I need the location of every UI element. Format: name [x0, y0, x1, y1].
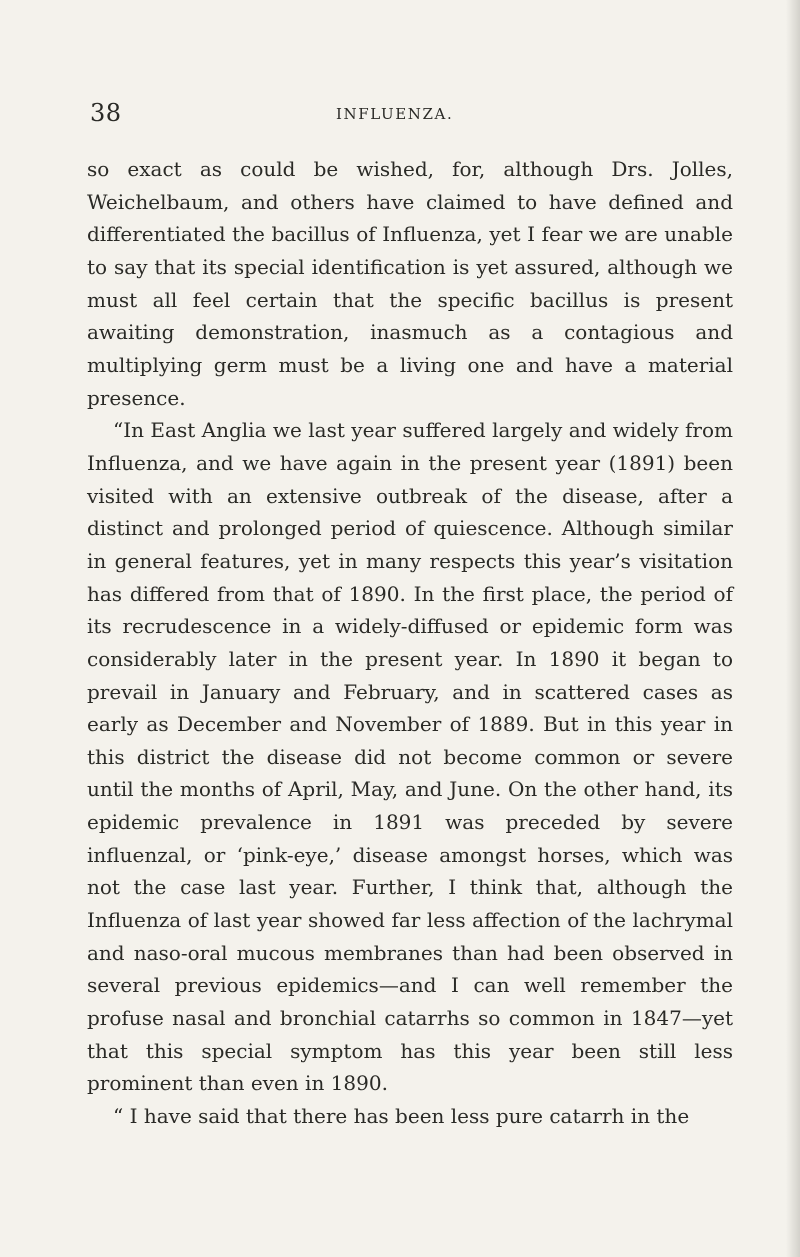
body-text — [87, 153, 733, 1133]
paragraph-continuation: so exact as could be wished, for, although Drs. Jolles, Weichelbaum, and others have claimed to have defined and differentiated the bacillus of Influenza, yet I fear we are unable to say that its special identification is yet assured, although we must all feel certain that the specific bacillus is present awaiting demonstration, inasmuch as a contagious and multiplying germ must be a living one and have a material presence. — [87, 157, 733, 410]
paragraph-east-anglia: “In East Anglia we last year suffered largely and widely from Influenza, and we have again in the present year (1891) been visited with an extensive outbreak of the disease, after a distinct and prolonged period of quiescence. Although similar in general features, yet in many respects this year’s visitation has differed from that of 1890. In the first place, the period of its recrudescence in a widely-diffused or epidemic form was considerably later in the present year. In 1890 it began to prevail in January and February, and in scattered cases as early as December and November of 1889. But in this year in this district the disease did not become common or severe until the months of April, May, and June. On the other hand, its epidemic prevalence in 1891 was preceded by severe influenzal, or ‘pink-eye,’ disease amongst horses, which was not the case last year. Further, I think that, although the Influenza of last year showed far less affection of the lachrymal and naso-oral mucous membranes than had been observed in several previous epidemics—and I can well remember the profuse nasal and bronchial catarrhs so common in 1847—yet that this special symptom has this year been still less prominent than even in 1890. — [87, 418, 733, 1096]
running-title: INFLUENZA. — [336, 105, 454, 123]
page-edge-shadow — [786, 0, 800, 1257]
page-number: 38 — [90, 99, 122, 127]
running-head — [90, 100, 730, 126]
paragraph-catarrh: “ I have said that there has been less pure catarrh in the — [113, 1104, 690, 1129]
